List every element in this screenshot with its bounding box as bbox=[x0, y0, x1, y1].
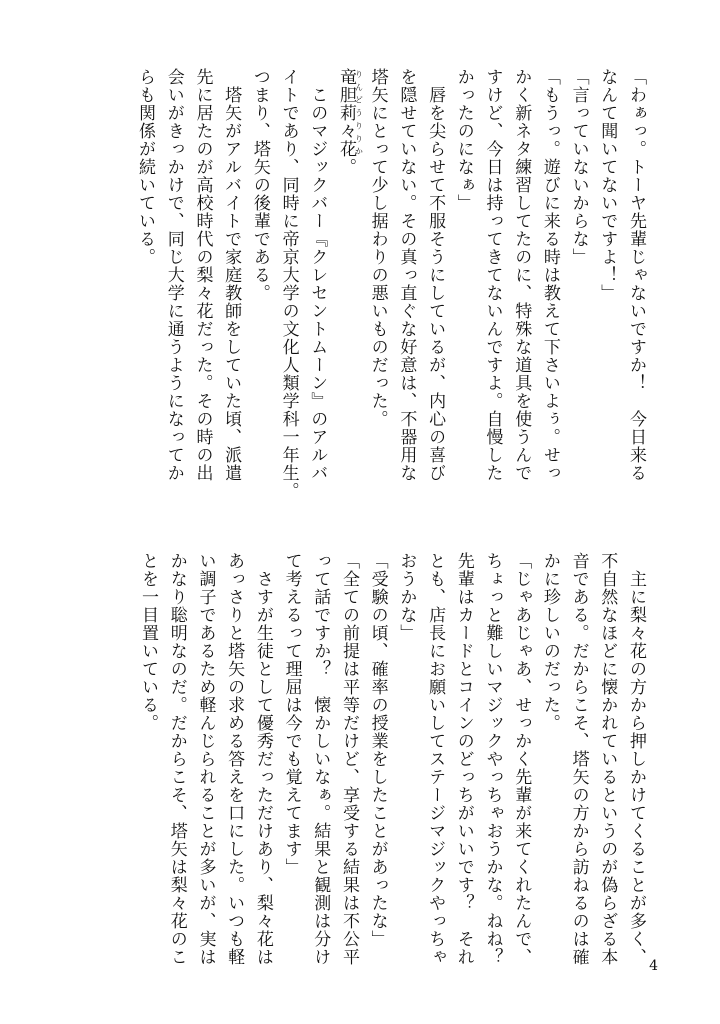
text-line: 塔矢にとって少し据わりの悪いものだった。 bbox=[367, 68, 388, 428]
text-line: て考えるって理屈は今でも覚えてます」 bbox=[281, 552, 302, 876]
text-line: 音である。だからこそ、塔矢の方から訪ねるのは確 bbox=[568, 552, 589, 966]
text-line: い調子であるため軽んじられることが多いが、実は bbox=[195, 552, 216, 966]
ruby-after: 。 bbox=[335, 158, 356, 176]
text-line: 会いがきっかけで、同じ大学に通うようになってか bbox=[163, 68, 184, 482]
text-line: さすが生徒として優秀だっただけあり、梨々花は bbox=[252, 552, 273, 966]
text-line: イトであり、同時に帝京大学の文化人類学科一年生。 bbox=[278, 68, 299, 500]
text-line: 「じゃあじゃあ、せっかく先輩が来てくれたんで、 bbox=[511, 552, 532, 966]
name-ruby bbox=[335, 68, 364, 158]
text-line-with-ruby bbox=[331, 68, 363, 508]
text-line: 「受験の頃、確率の授業をしたことがあったな」 bbox=[367, 552, 388, 948]
text-line: かなり聡明なのだ。だからこそ、塔矢は梨々花のこ bbox=[166, 552, 187, 966]
upper-text-block bbox=[120, 68, 650, 508]
text-line: 主に梨々花の方から押しかけてくることが多く、 bbox=[626, 552, 646, 966]
text-line: このマジックバー『クレセントムーン』のアルバ bbox=[307, 68, 328, 482]
text-line: 「全ての前提は平等だけど、享受する結果は不公平 bbox=[338, 552, 359, 966]
text-line: かったのになぁ」 bbox=[453, 68, 474, 212]
text-line: 「もうっ。遊びに来る時は教えて下さいよぅ。せっ bbox=[539, 68, 560, 482]
text-line: つまり、塔矢の後輩である。 bbox=[249, 68, 270, 302]
ruby-reading: りんどうりりか bbox=[354, 68, 364, 158]
text-line: 塔矢がアルバイトで家庭教師をしていた頃、派遣 bbox=[221, 68, 242, 482]
text-line: かく新ネタ練習してたのに、特殊な道具を使うんで bbox=[511, 68, 532, 482]
page-number: 4 bbox=[649, 958, 658, 974]
text-line: って話ですか？ 懐かしいなぁ。結果と観測は分け bbox=[310, 552, 331, 966]
text-line: かに珍しいのだった。 bbox=[539, 552, 560, 732]
text-line: なんて聞いてないですよ！」 bbox=[597, 68, 618, 302]
text-line: あっさりと塔矢の求める答えを口にした。いつも軽 bbox=[224, 552, 245, 966]
text-line: 先に居たのが高校時代の梨々花だった。その時の出 bbox=[192, 68, 213, 482]
text-line: とを一目置いている。 bbox=[138, 552, 159, 732]
text-line: を隠せていない。その真っ直ぐな好意は、不器用な bbox=[396, 68, 417, 482]
text-line: 「言っていないからな」 bbox=[568, 68, 589, 266]
text-line: らも関係が続いている。 bbox=[135, 68, 156, 266]
text-line: すけど、今日は持ってきてないんですよ。自慢した bbox=[482, 68, 503, 482]
text-line: おうかな」 bbox=[396, 552, 417, 642]
text-line: ちょっと難しいマジックやっちゃおうかな。ねね？ bbox=[482, 552, 503, 966]
text-line: 唇を尖らせて不服そうにしているが、内心の喜び bbox=[425, 68, 446, 482]
text-line: とも、店長にお願いしてステージマジックやっちゃ bbox=[425, 552, 446, 966]
text-line: 先輩はカードとコインのどっちがいいです？ それ bbox=[453, 552, 474, 966]
ruby-base: 竜胆莉々花 bbox=[335, 68, 356, 158]
lower-text-block bbox=[120, 552, 650, 972]
text-line: 不自然なほどに懐かれているというのが偽らざる本 bbox=[597, 552, 618, 966]
text-line: 「わぁっ。トーヤ先輩じゃないですか！ 今日来る bbox=[626, 68, 646, 482]
